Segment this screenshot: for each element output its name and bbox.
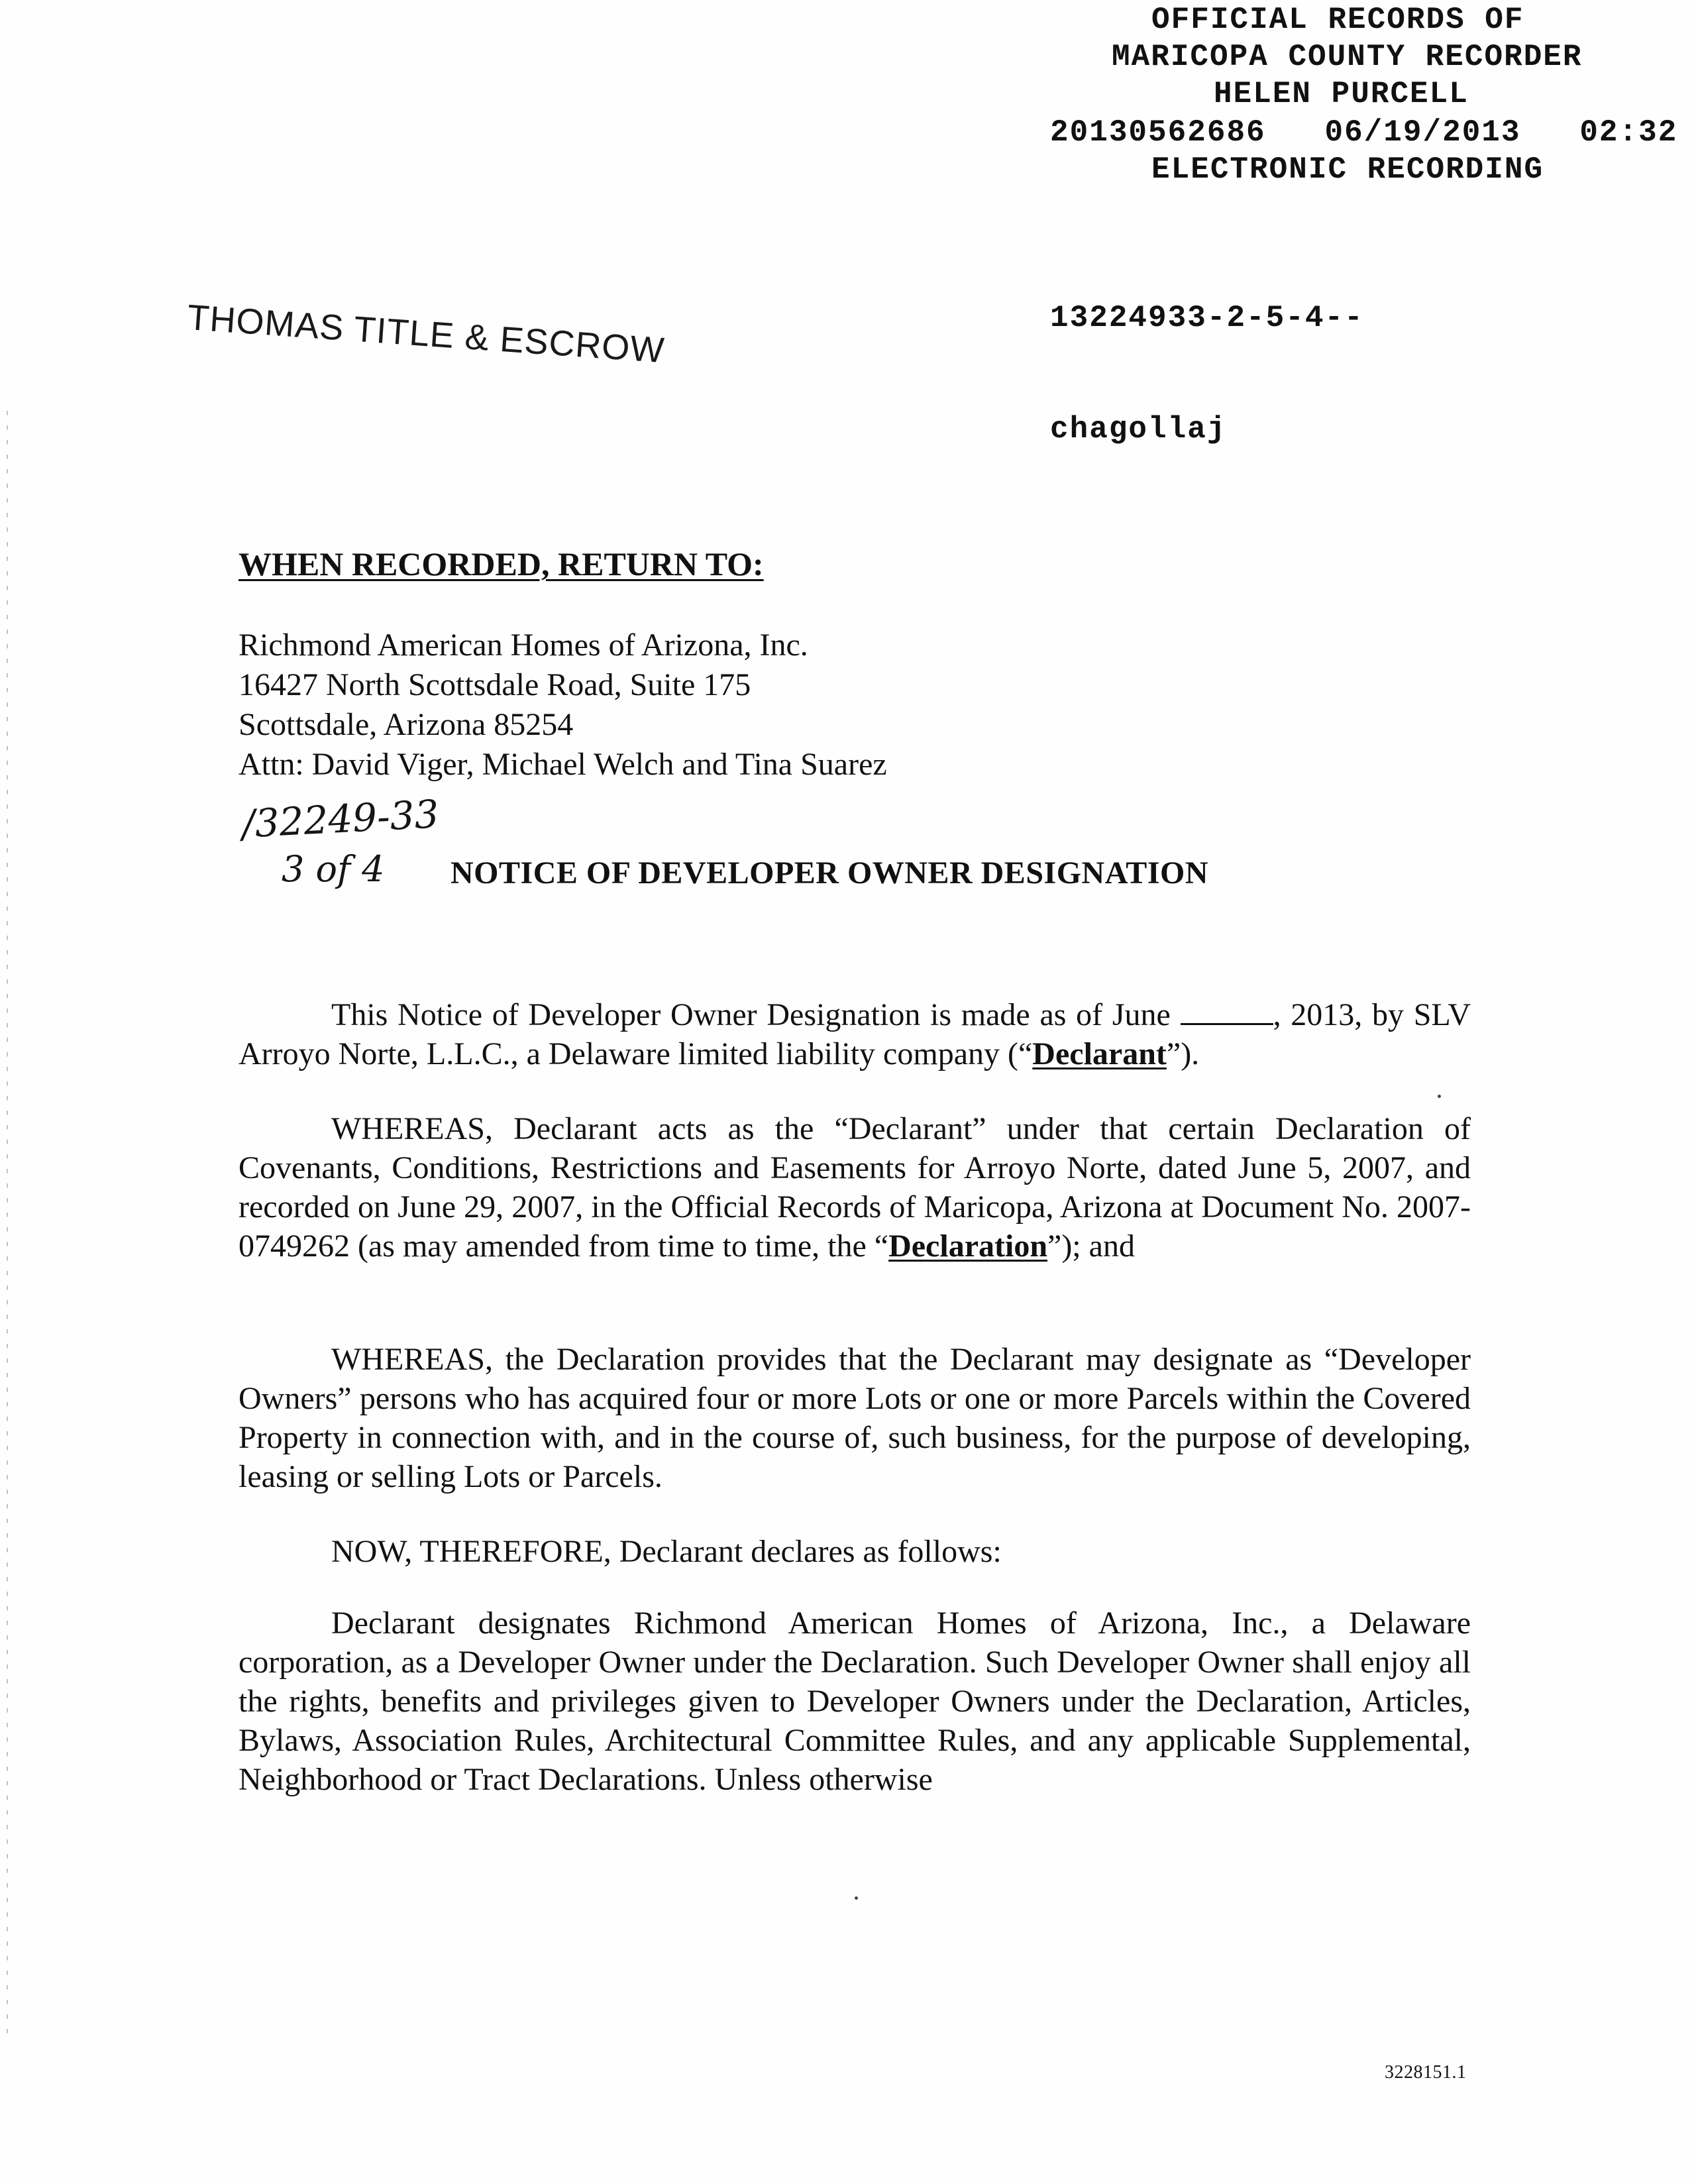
title-company-stamp: THOMAS TITLE & ESCROW	[186, 297, 666, 371]
paragraph-now-therefore	[238, 1532, 1471, 1571]
defined-term-declarant: Declarant	[1032, 1036, 1167, 1071]
paragraph-text: WHEREAS, the Declaration provides that the Declarant may designate as “Developer Owners” persons who has acquired four or more Lots or one or more Parcels within the Covered Property in connection with, and in the course of, such business, for the purpose of developing, leasing or selling Lots or Parcels.	[238, 1342, 1471, 1494]
recorder-line: OFFICIAL RECORDS OF	[1151, 3, 1524, 37]
return-to-heading: WHEN RECORDED, RETURN TO:	[238, 545, 764, 582]
paragraph-text: NOW, THEREFORE, Declarant declares as follows:	[331, 1534, 1002, 1569]
document-title: NOTICE OF DEVELOPER OWNER DESIGNATION	[450, 855, 1208, 891]
paragraph-text: Declarant designates Richmond American Homes of Arizona, Inc., a Delaware corporation, as a Developer Owner under the Declaration. Such Developer Owner shall enjoy all the rights, benefits and privileges given to Developer Owners under the Declaration, Articles, Bylaws, Association Rules, Architectural Committee Rules, and any applicable Supplemental, Neighborhood or Tract Declarations. Unless otherwise	[238, 1606, 1471, 1797]
recorder-batch-id	[1050, 225, 1364, 522]
recording-number-date-time: 20130562686 06/19/2013 02:32	[1050, 115, 1678, 150]
paragraph-text: This Notice of Developer Owner Designation is made as of June	[331, 997, 1171, 1032]
address-line: 16427 North Scottsdale Road, Suite 175	[238, 667, 751, 702]
address-line: Attn: David Viger, Michael Welch and Tina Suarez	[238, 747, 887, 782]
handwritten-page-note: 3 of 4	[282, 848, 385, 890]
scan-speck	[1438, 1095, 1441, 1098]
scan-speck	[855, 1896, 858, 1900]
batch-number: 13224933-2-5-4--	[1050, 301, 1364, 335]
paragraph-text: WHEREAS, Declarant acts as the “Declarant” under that certain Declaration of Covenants, Conditions, Restrictions and Easements for Arroyo Norte, dated June 5, 2007, and recorded on June 29, 2007, in the Official Records of Maricopa, Arizona at Document No. 2007-0749262 (as may amended from time to time, the “	[238, 1111, 1471, 1264]
paragraph-text: , 2013, by SLV Arroyo Norte, L.L.C., a Delaware limited liability company (“	[238, 997, 1471, 1071]
return-to-address	[238, 626, 887, 785]
scan-edge-artifact	[7, 411, 8, 2041]
paragraph-whereas-2	[238, 1340, 1471, 1496]
paragraph-text: ”); and	[1047, 1228, 1135, 1264]
address-line: Scottsdale, Arizona 85254	[238, 707, 574, 742]
recorder-line: ELECTRONIC RECORDING	[1151, 152, 1544, 187]
defined-term-declaration: Declaration	[888, 1228, 1048, 1264]
address-line: Richmond American Homes of Arizona, Inc.	[238, 628, 808, 663]
paragraph-text: ”).	[1166, 1036, 1200, 1071]
recorder-line: HELEN PURCELL	[1214, 77, 1469, 111]
date-blank-line	[1181, 998, 1273, 1025]
paragraph-intro	[238, 995, 1471, 1073]
paragraph-designation	[238, 1604, 1471, 1799]
clerk-id: chagollaj	[1050, 412, 1227, 447]
handwritten-file-number: /32249-33	[240, 791, 441, 847]
document-reference-number: 3228151.1	[1385, 2062, 1467, 2083]
recorder-line: MARICOPA COUNTY RECORDER	[1112, 40, 1583, 74]
paragraph-whereas-1	[238, 1109, 1471, 1266]
